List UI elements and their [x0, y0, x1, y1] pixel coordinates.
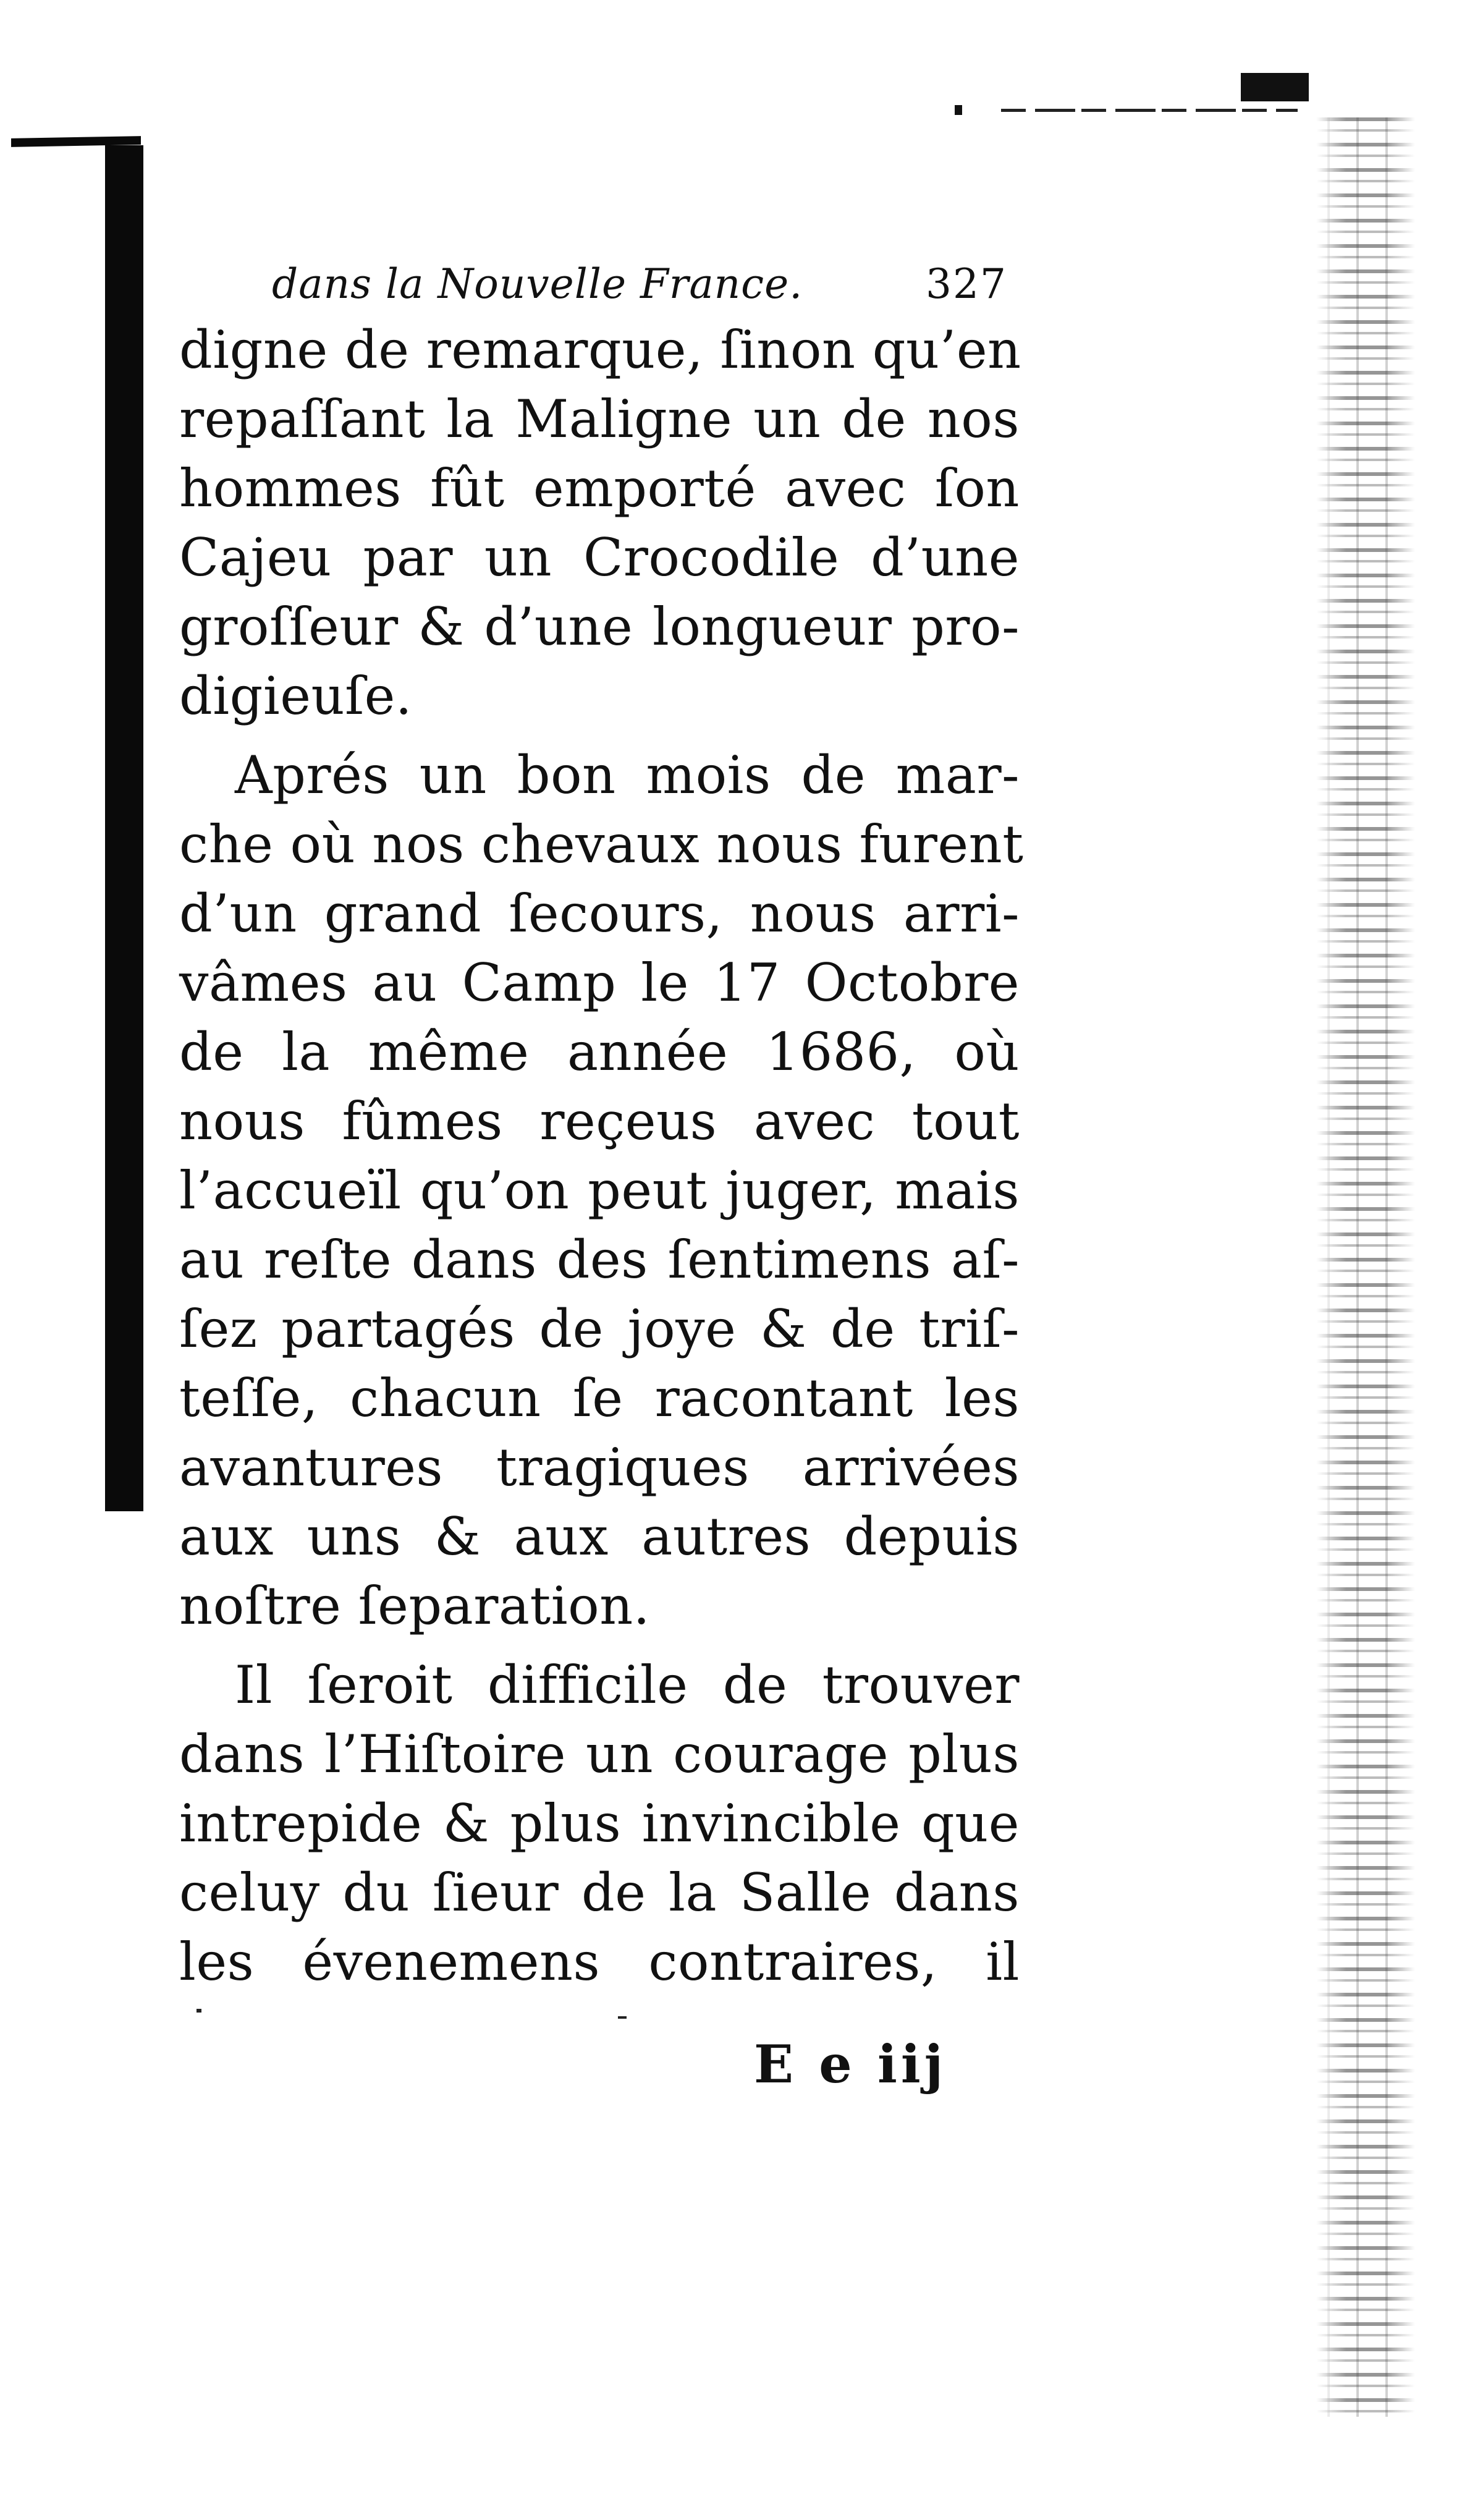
running-title: dans la Nouvelle France. — [272, 260, 803, 308]
scan-right-margin-noise — [1316, 117, 1415, 2417]
running-head — [179, 253, 1020, 315]
signature-mark: E e iij — [754, 2034, 947, 2095]
scan-corner-mark — [1241, 73, 1309, 101]
text-line: groſſeur & d’une longueur pro- — [179, 596, 1020, 657]
text-line: les évenemens contraires, il — [179, 1932, 1020, 1992]
text-line: repaſſant la Maligne un de nos — [179, 389, 1020, 449]
paragraph-2 — [179, 740, 1024, 1640]
text-line: de la même année 1686, où — [179, 1022, 1020, 1082]
scan-speck — [955, 105, 962, 115]
text-line: hommes fût emporté avec ſon — [179, 458, 1020, 519]
paragraph-1 — [179, 315, 1020, 731]
scan-edge-bar — [105, 145, 143, 1511]
text-block — [179, 253, 1024, 1996]
text-line: Aprés un bon mois de mar- — [235, 745, 1020, 805]
text-line: aux uns & aux autres depuis — [179, 1506, 1020, 1567]
text-line: vâmes au Camp le 17 Octobre — [179, 952, 1020, 1013]
text-line: Cajeu par un Crocodile d’une — [179, 527, 1020, 588]
text-line: celuy du ſieur de la Salle dans — [179, 1862, 1020, 1923]
text-line: ſez partagés de joye & de triſ- — [179, 1299, 1020, 1359]
text-line: l’accueïl qu’on peut juger, mais — [179, 1160, 1020, 1221]
text-line: che où nos chevaux nous furent — [179, 814, 1024, 875]
page-number: 327 — [926, 260, 1007, 308]
scan-speck — [618, 2016, 627, 2019]
scan-speck — [197, 2009, 201, 2013]
text-line: avantures tragiques arrivées — [179, 1437, 1020, 1498]
text-line: au reſte dans des ſentimens aſ- — [179, 1229, 1020, 1290]
text-line: noſtre ſeparation. — [179, 1576, 650, 1636]
text-line: digieuſe. — [179, 666, 413, 726]
text-line: intrepide & plus invincible que — [179, 1793, 1020, 1854]
text-line: digne de remarque, ſinon qu’en — [179, 320, 1021, 380]
text-line: nous fûmes reçeus avec tout — [179, 1091, 1020, 1152]
text-line: d’un grand ſecours, nous arri- — [179, 883, 1020, 944]
text-line: dans l’Hiſtoire un courage plus — [179, 1724, 1020, 1784]
text-line: teſſe, chacun ſe racontant les — [179, 1368, 1020, 1428]
paragraph-3 — [179, 1650, 1020, 1996]
scan-top-line — [1001, 109, 1298, 112]
text-line: Il ſeroit difficile de trouver — [235, 1655, 1020, 1715]
